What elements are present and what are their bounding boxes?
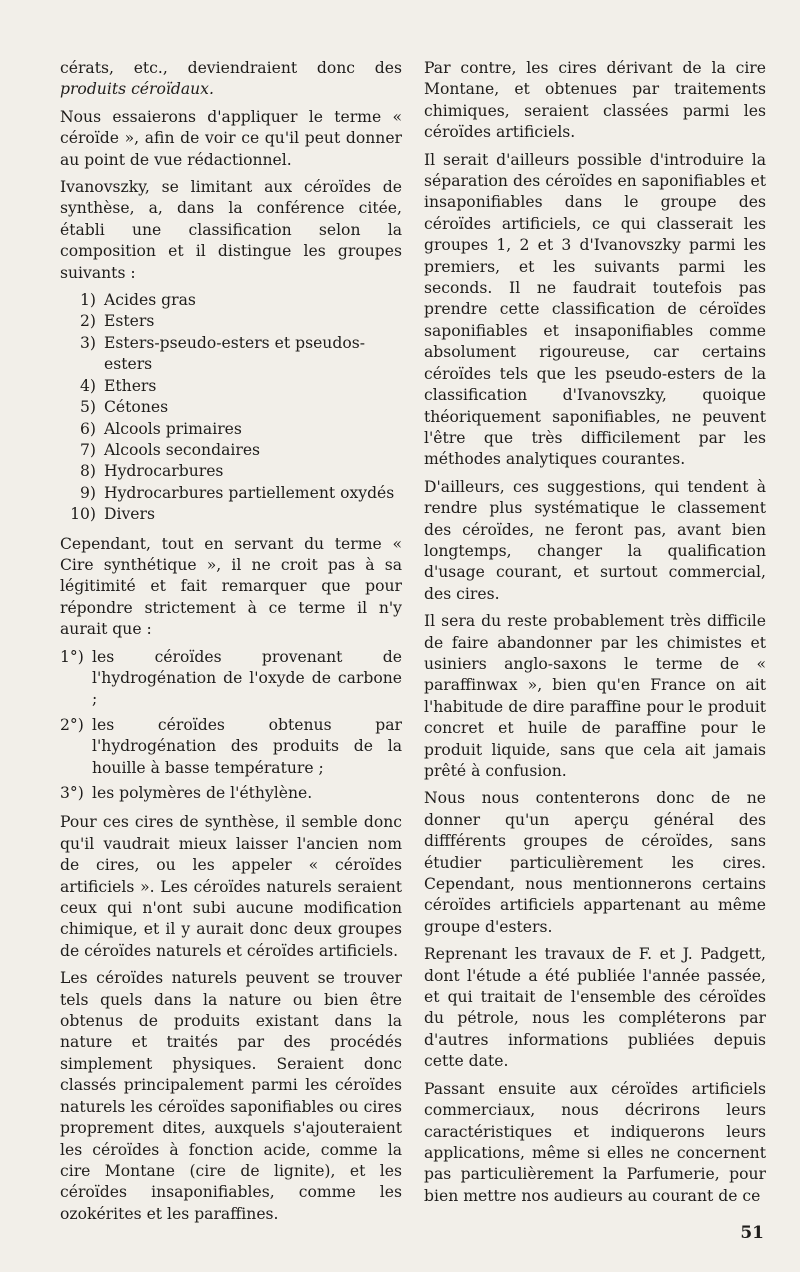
classification-list [60,290,402,525]
list-item: 5) Cétones [79,398,169,417]
list-item: 7) Alcools secondaires [79,440,261,459]
paragraph: Les céroïdes naturels peuvent se trouver tels quels dans la nature ou bien être obtenus de produits existant dans la nature et traités par des procédés simplement physiques. Seraient donc classés principalement parmi les céroïdes naturels les céroïdes saponifiables ou cires proprement dites, auxquels s'ajouteraient les céroïdes à fonction acide, comme la cire Montane (cire de lignite), et les céroïdes insaponifiables, comme les ozokérites et les paraffines. [60,969,402,1223]
paragraph: cérats, etc., deviendraient donc des produits céroïdaux. [60,59,402,99]
left-column [60,58,402,1231]
page-number: 51 [740,1223,764,1243]
right-column [424,58,766,1213]
list-item: 9) Hydrocarbures partiellement oxydés [79,483,395,502]
list-item: 6) Alcools primaires [79,419,242,438]
list-item: 3) Esters-pseudo-esters et pseudos-esters [79,333,365,374]
synthetic-wax-list [60,647,402,805]
paragraph: Cependant, tout en servant du terme « Cire synthétique », il ne croit pas à sa légitimité et fait remarquer que pour répondre strictement à ce terme il n'y aurait que : [60,534,402,639]
list-item: 8) Hydrocarbures [79,462,224,481]
paragraph: Ivanovszky, se limitant aux céroïdes de synthèse, a, dans la conférence citée, établi une classification selon la composition et il distingue les groupes suivants : [60,178,402,282]
list-item: 1°) les céroïdes provenant de l'hydrogénation de l'oxyde de carbone ; [60,647,402,709]
paragraph: Par contre, les cires dérivant de la cire Montane, et obtenues par traitements chimiques, seraient classées parmi les céroïdes artificiels. [424,59,766,142]
list-item: 1) Acides gras [79,291,196,310]
list-item: 3°) les polymères de l'éthylène. [60,784,313,802]
list-item: 2°) les céroïdes obtenus par l'hydrogénation des produits de la houille à basse température ; [60,715,402,777]
paragraph: D'ailleurs, ces suggestions, qui tendent à rendre plus systématique le classement des céroïdes, ne feront pas, avant bien longtemps, changer la qualification d'usage courant, et surtout commercial, des cires. [424,477,766,603]
paragraph: Nous nous contenterons donc de ne donner qu'un aperçu général des diffférents groupes de céroïdes, sans étudier particulièrement les cires. Cependant, nous mentionnerons certains céroïdes artificiels appartenant au même groupe d'esters. [424,789,766,936]
paragraph: Pour ces cires de synthèse, il semble donc qu'il vaudrait mieux laisser l'ancien nom de cires, ou les appeler « céroïdes artificiels ». Les céroïdes naturels seraient ceux qui n'ont subi aucune modification chimique, et il y aurait donc deux groupes de céroïdes naturels et céroïdes artificiels. [60,813,402,960]
list-item: 2) Esters [79,312,155,331]
paragraph: Passant ensuite aux céroïdes artificiels commerciaux, nous décrirons leurs caractéristiques et indiquerons leurs applications, même si elles ne concernent pas particulièrement la Parfumerie, pour bien mettre nos audieurs au courant de ce [424,1079,766,1205]
paragraph: Nous essaierons d'appliquer le terme « céroïde », afin de voir ce qu'il peut donner au point de vue rédactionnel. [60,107,402,169]
list-item: 4) Ethers [79,376,157,395]
paragraph: Il serait d'ailleurs possible d'introduire la séparation des céroïdes en saponifiables et insaponifiables dans le groupe des céroïdes artificiels, ce qui classerait les groupes 1, 2 et 3 d'Ivanovszky parmi les premiers, et les suivants parmi les seconds. Il ne faudrait toutefois pas prendre cette classification de céroïdes saponifiables et insaponifiables comme absolument rigoureuse, car certains céroïdes tels que les pseudo-esters de la classification d'Ivanovszky, quoique théoriquement saponifiables, ne peuvent l'être que très difficilement par les méthodes analytiques courantes. [424,150,766,469]
list-item: 10) Divers [70,505,155,524]
paragraph: Reprenant les travaux de F. et J. Padgett, dont l'étude a été publiée l'année passée, et qui traitait de l'ensemble des céroïdes du pétrole, nous les compléterons par d'autres informations publiées depuis cette date. [424,945,766,1071]
paragraph: Il sera du reste probablement très difficile de faire abandonner par les chimistes et usiniers anglo-saxons le terme de « paraffinwax », bien qu'en France on ait l'habitude de dire paraffine pour le produit concret et huile de paraffine pour le produit liquide, sans que cela ait jamais prêté à confusion. [424,612,766,780]
